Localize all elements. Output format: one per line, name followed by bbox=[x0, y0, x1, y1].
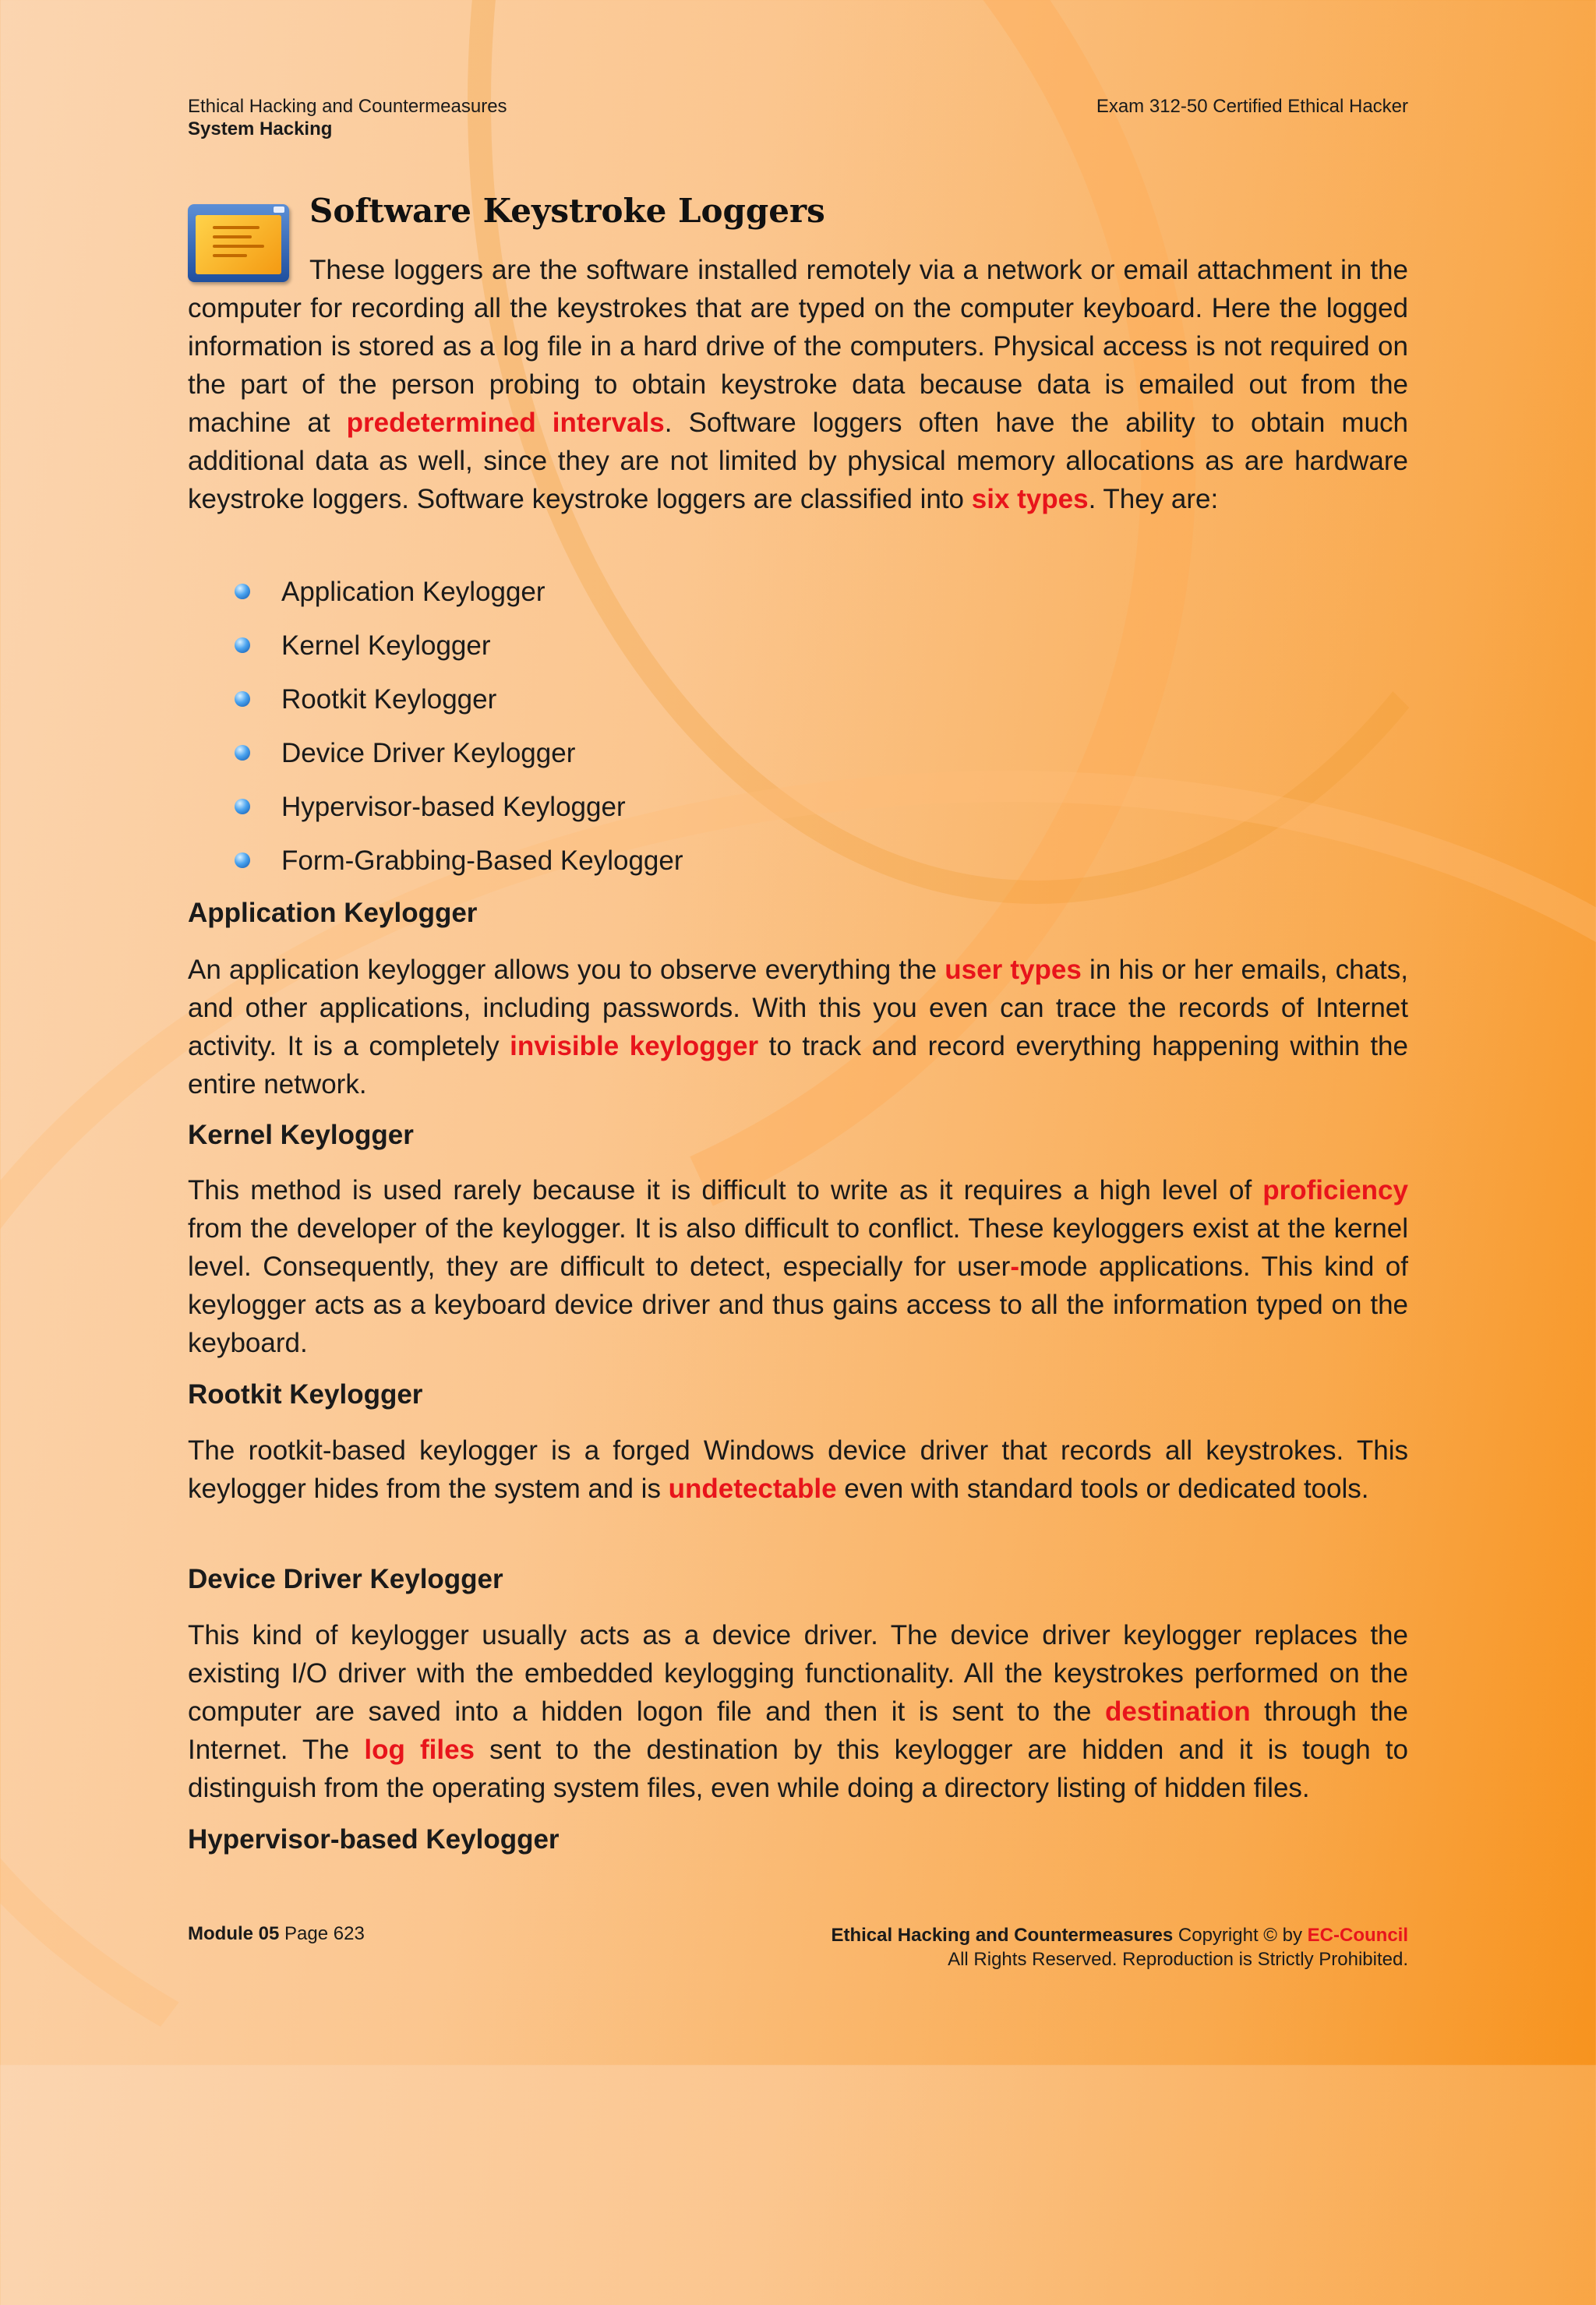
page-footer-left bbox=[188, 1923, 365, 1945]
rights-notice: All Rights Reserved. Reproduction is Strictly Prohibited. bbox=[948, 1949, 1408, 1970]
list-item: Hypervisor-based Keylogger bbox=[235, 785, 683, 839]
bullet-icon bbox=[235, 852, 250, 868]
highlight-text: - bbox=[1010, 1251, 1019, 1282]
bullet-icon bbox=[235, 799, 250, 814]
bullet-icon bbox=[235, 691, 250, 707]
application-keylogger-paragraph: An application keylogger allows you to observe everything the user types in his or her emails, chats, and other applications, including passwords. With this you even can trace the records of Internet activity. It is a completely invisible keylogger to track and record everything happening within the entire network. bbox=[188, 955, 1409, 1100]
list-item: Form-Grabbing-Based Keylogger bbox=[235, 839, 683, 893]
bullet-icon bbox=[235, 637, 250, 653]
page-header-left bbox=[188, 95, 507, 140]
page-number: Page 623 bbox=[284, 1923, 365, 1944]
device-driver-keylogger-paragraph: This kind of keylogger usually acts as a device driver. The device driver keylogger replaces the existing I/O driver with the embedded keylogging functionality. All the keystrokes performed on the computer are saved into a hidden logon file and then it is sent to the destination through the Internet. The log files sent to the destination by this keylogger are hidden and it is tough to distinguish from the operating system files, even while doing a directory listing of hidden files. bbox=[188, 1620, 1408, 1803]
list-item: Rootkit Keylogger bbox=[235, 678, 683, 732]
kernel-keylogger-heading: Kernel Keylogger bbox=[188, 1120, 414, 1150]
bullet-icon bbox=[235, 745, 250, 761]
course-name: Ethical Hacking and Countermeasures bbox=[188, 96, 507, 117]
rootkit-keylogger-paragraph: The rootkit-based keylogger is a forged Windows device driver that records all keystrokes. This keylogger hides from the system and is undetectable even with standard tools or dedicated tools. bbox=[188, 1435, 1408, 1504]
highlight-text: predetermined intervals bbox=[346, 408, 665, 438]
list-item: Application Keylogger bbox=[235, 570, 683, 624]
highlight-text: user types bbox=[945, 955, 1082, 985]
application-keylogger-heading: Application Keylogger bbox=[188, 898, 478, 928]
highlight-text: proficiency bbox=[1262, 1175, 1408, 1205]
module-name: System Hacking bbox=[188, 118, 333, 139]
footer-course: Ethical Hacking and Countermeasures bbox=[831, 1925, 1174, 1946]
page-footer-right: Ethical Hacking and Countermeasures Copyright © by EC-Council All Rights Reserved. Reproduction is Strictly Prohibited. bbox=[831, 1925, 1408, 1970]
bullet-icon bbox=[235, 584, 250, 599]
ec-council-logo: EC-Council bbox=[1307, 1925, 1408, 1946]
list-item: Device Driver Keylogger bbox=[235, 732, 683, 785]
section-title: Software Keystroke Loggers bbox=[309, 192, 825, 230]
keylogger-types-list bbox=[235, 570, 683, 893]
highlight-text: six types bbox=[971, 484, 1089, 514]
device-driver-keylogger-heading: Device Driver Keylogger bbox=[188, 1564, 503, 1594]
highlight-text: destination bbox=[1104, 1696, 1251, 1727]
hypervisor-keylogger-heading: Hypervisor-based Keylogger bbox=[188, 1824, 560, 1855]
highlight-text: invisible keylogger bbox=[510, 1031, 759, 1061]
rootkit-keylogger-heading: Rootkit Keylogger bbox=[188, 1379, 423, 1410]
kernel-keylogger-paragraph: This method is used rarely because it is difficult to write as it requires a high level of proficiency from the developer of the keylogger. It is also difficult to conflict. These keyloggers exist at the kernel level. Consequently, they are difficult to detect, especially for user-mode applications. This kind of keylogger acts as a keyboard device driver and thus gains access to all the information typed on the keyboard. bbox=[188, 1175, 1408, 1358]
highlight-text: undetectable bbox=[668, 1474, 837, 1504]
intro-paragraph: These loggers are the software installed remotely via a network or email attachment in the computer for recording all the keystrokes that are typed on the computer keyboard. Here the logged information is stored as a log file in a hard drive of the computers. Physical access is not required on the part of the person probing to obtain keystroke data because data is emailed out from the machine at predetermined intervals. Software loggers often have the ability to obtain much additional data as well, since they are not limited by physical memory allocations as are hardware keystroke loggers. Software keystroke loggers are classified into six types. They are: bbox=[188, 255, 1409, 514]
module-label: Module 05 bbox=[188, 1923, 280, 1944]
highlight-text: log files bbox=[364, 1735, 475, 1765]
list-item: Kernel Keylogger bbox=[235, 624, 683, 678]
exam-name: Exam 312-50 Certified Ethical Hacker bbox=[1096, 96, 1408, 117]
